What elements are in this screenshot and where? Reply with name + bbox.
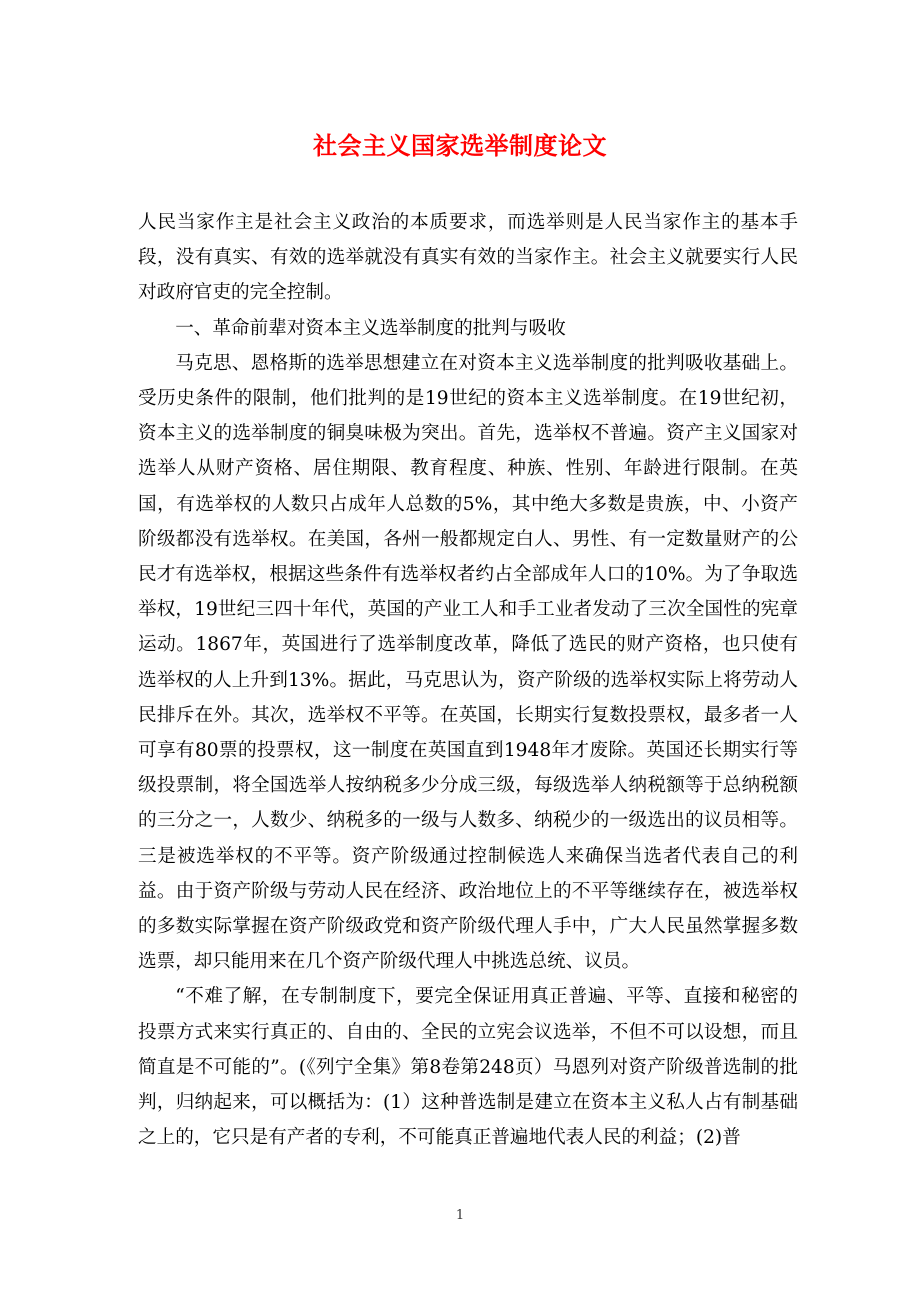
section-heading-1: 一、革命前辈对资本主义选举制度的批判与吸收 — [175, 317, 566, 339]
paragraph-intro: 人民当家作主是社会主义政治的本质要求，而选举则是人民当家作主的基本手段，没有真实、有效的选举就没有真实有效的当家作主。社会主义就要实行人民对政府官吏的完全控制。 — [138, 212, 798, 304]
paragraph-marx-engels: 马克思、恩格斯的选举思想建立在对资本主义选举制度的批判吸收基础上。受历史条件的限制，他们批判的是19世纪的资本主义选举制度。在19世纪初，资本主义的选举制度的铜臭味极为突出。首先，选举权不普遍。资产主义国家对选举人从财产资格、居住期限、教育程度、种族、性别、年龄进行限制。在英国，有选举权的人数只占成年人总数的5%，其中绝大多数是贵族，中、小资产阶级都没有选举权。在美国，各州一般都规定白人、男性、有一定数量财产的公民才有选举权，根据这些条件有选举权者约占全部成年人口的10%。为了争取选举权，19世纪三四十年代，英国的产业工人和手工业者发动了三次全国性的宪章运动。1867年，英国进行了选举制度改革，降低了选民的财产资格，也只使有选举权的人上升到13%。据此，马克思认为，资产阶级的选举权实际上将劳动人民排斥在外。其次，选举权不平等。在英国，长期实行复数投票权，最多者一人可享有80票的投票权，这一制度在英国直到1948年才废除。英国还长期实行等级投票制，将全国选举人按纳税多少分成三级，每级选举人纳税额等于总纳税额的三分之一，人数少、纳税多的一级与人数多、纳税少的一级选出的议员相等。三是被选举权的不平等。资产阶级通过控制候选人来确保当选者代表自己的利益。由于资产阶级与劳动人民在经济、政治地位上的不平等继续存在，被选举权的多数实际掌握在资产阶级政党和资产阶级代理人手中，广大人民虽然掌握多数选票，却只能用来在几个资产阶级代理人中挑选总统、议员。 — [138, 352, 798, 973]
document-title: 社会主义国家选举制度论文 — [313, 132, 607, 160]
paragraph-lenin-quote: “不难了解，在专制制度下，要完全保证用真正普遍、平等、直接和秘密的投票方式来实行真正的、自由的、全民的立宪会议选举，不但不可以设想，而且简直是不可能的”。(《列宁全集》第8卷第248页）马恩列对资产阶级普选制的批判，归纳起来，可以概括为：(1）这种普选制是建立在资本主义私人占有制基础之上的，它只是有产者的专利，不可能真正普遍地代表人民的利益；(2)普 — [138, 986, 798, 1149]
page-number: 1 — [455, 1208, 465, 1223]
document-body — [138, 205, 798, 1155]
